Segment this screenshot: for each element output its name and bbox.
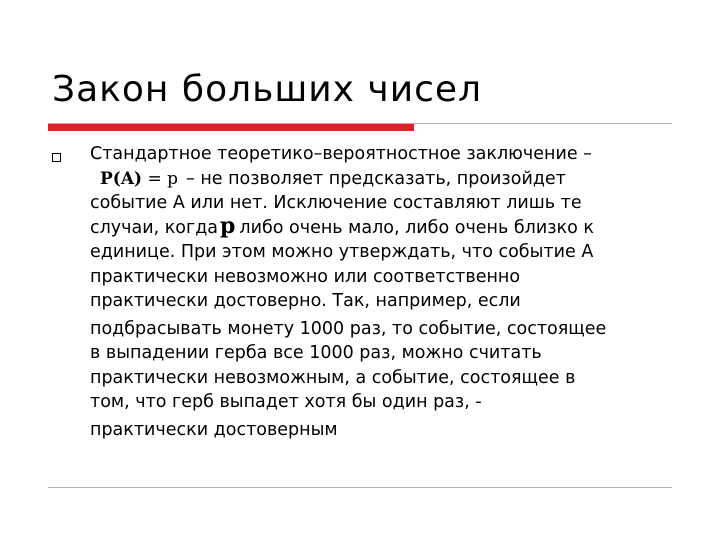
body-line-with-formula xyxy=(90,167,680,192)
slide-body-text xyxy=(90,142,680,442)
body-line: практически достоверным xyxy=(90,419,338,440)
body-line: том, что герб выпадет хотя бы один раз, - xyxy=(90,392,482,412)
body-line-with-symbol xyxy=(90,212,680,241)
formula-lhs: P(A) xyxy=(100,168,143,189)
body-line: практически невозможно или соответственно xyxy=(90,266,521,287)
body-line: Стандартное теоретико–вероятностное заключение – xyxy=(90,144,592,164)
footer-divider-line xyxy=(48,487,672,488)
title-accent-bar xyxy=(48,124,414,131)
probability-formula xyxy=(100,167,178,192)
body-line-text: случаи, когда xyxy=(90,217,219,238)
body-line: в выпадении герба все 1000 раз, можно считать xyxy=(90,343,542,363)
slide-title: Закон больших чисел xyxy=(52,69,483,110)
formula-equals: = xyxy=(142,168,168,189)
probability-symbol-p: p xyxy=(220,212,236,239)
body-line: практически невозможным, а событие, состоящее в xyxy=(90,367,576,388)
body-line: подбрасывать монету 1000 раз, то событие, состоящее xyxy=(90,318,607,339)
body-line: единице. При этом можно утверждать, что событие А xyxy=(90,242,594,262)
body-line-text: либо очень мало, либо очень близко к xyxy=(239,217,594,238)
formula-rhs: p xyxy=(167,168,179,189)
body-line-text: – не позволяет предсказать, произойдет xyxy=(186,168,566,189)
body-line: событие А или нет. Исключение составляют лишь те xyxy=(90,193,582,213)
hollow-square-bullet-icon xyxy=(52,153,61,162)
body-line: практически достоверно. Так, например, если xyxy=(90,291,521,311)
